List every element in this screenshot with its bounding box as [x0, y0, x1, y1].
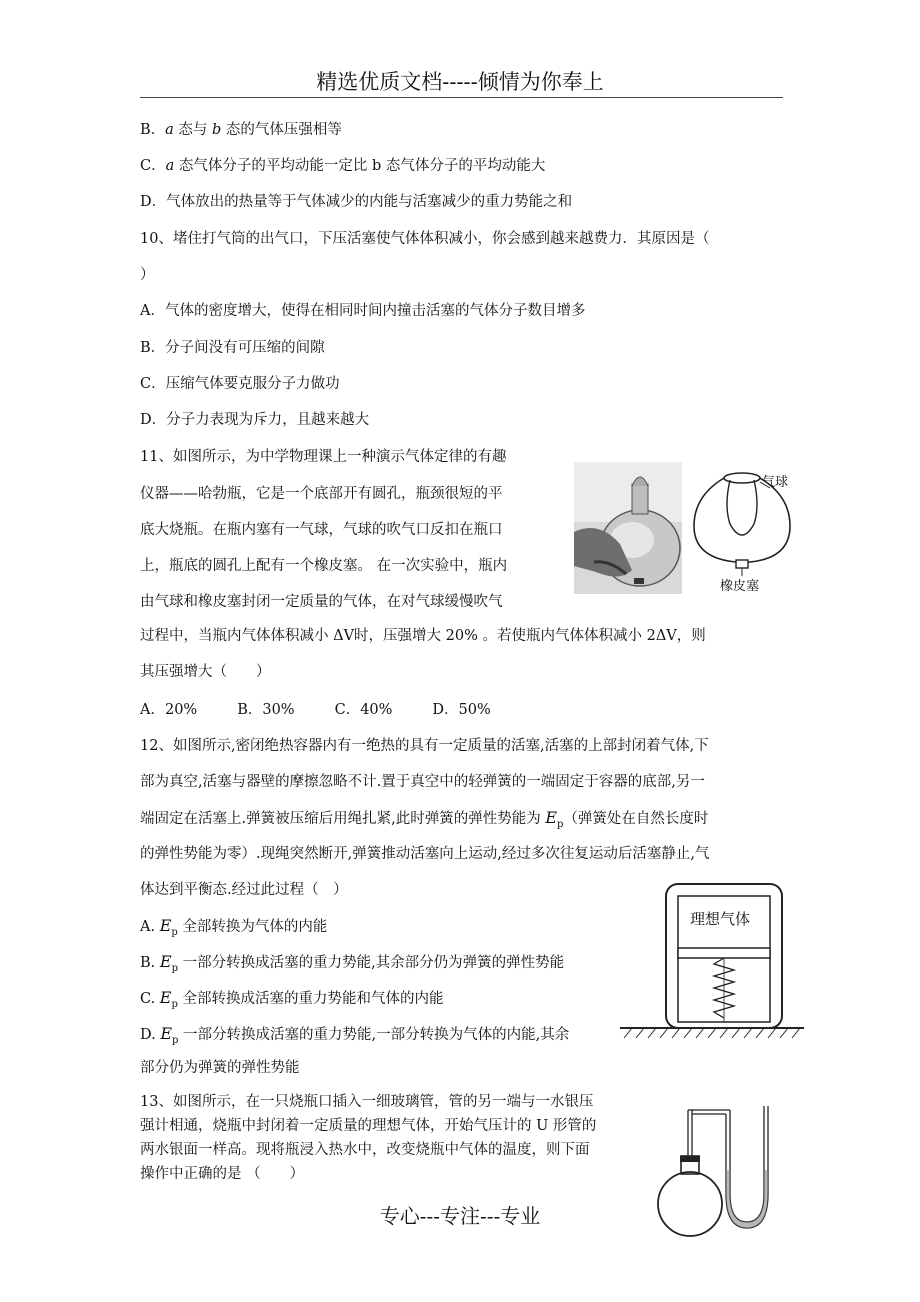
q10-option-a: A．气体的密度增大，使得在相同时间内撞击活塞的气体分子数目增多	[140, 303, 586, 319]
q13-stem-line: 强计相通，烧瓶中封闭着一定质量的理想气体，开始气压计的 U 形管的	[140, 1118, 597, 1134]
q13-stem-line: 操作中正确的是 （ ）	[140, 1166, 305, 1182]
q13-stem-line: 两水银面一样高。现将瓶浸入热水中，改变烧瓶中气体的温度，则下面	[140, 1142, 590, 1158]
ideal-gas-label: 理想气体	[690, 911, 751, 928]
q9-option-c: C．a 态气体分子的平均动能一定比 b 态气体分子的平均动能大	[140, 158, 546, 174]
q13-stem-line: 13、如图所示，在一只烧瓶口插入一细玻璃管，管的另一端与一水银压	[140, 1094, 594, 1110]
q11-stem-line: 仪器——哈勃瓶，它是一个底部开有圆孔，瓶颈很短的平	[140, 486, 503, 502]
q11-option-d: D．50%	[432, 702, 491, 718]
q11-stem-line: 底大烧瓶。在瓶内塞有一气球，气球的吹气口反扣在瓶口	[140, 522, 503, 538]
q12-stem-line: 的弹性势能为零）.现绳突然断开,弹簧推动活塞向上运动,经过多次往复运动后活塞静止,气	[140, 846, 710, 862]
q10-option-b: B．分子间没有可压缩的间隙	[140, 340, 325, 356]
q10-stem: 10、堵住打气筒的出气口，下压活塞使气体体积减小，你会感到越来越费力．其原因是（	[140, 231, 710, 247]
page-footer: 专心---专注---专业	[379, 1204, 541, 1228]
q12-option-a: A. $E_p$ 全部转换为气体的内能	[140, 916, 328, 938]
q11-stem-line: 过程中，当瓶内气体体积减小 ΔV时，压强增大 20% 。若使瓶内气体体积减小 2ΔV，则	[140, 628, 706, 644]
q11-option-c: C．40%	[334, 702, 393, 718]
q11-stem-line: 11、如图所示，为中学物理课上一种演示气体定律的有趣	[140, 449, 507, 465]
q10-stem-cont: ）	[140, 267, 155, 283]
q12-stem-line: 端固定在活塞上.弹簧被压缩后用绳扎紧,此时弹簧的弹性势能为 $E_p$（弹簧处在自然长度时	[140, 808, 709, 830]
q12-stem-line: 12、如图所示,密闭绝热容器内有一绝热的具有一定质量的活塞,活塞的上部封闭着气体,下	[140, 738, 709, 754]
q12-option-d: D. $E_p$ 一部分转换成活塞的重力势能,一部分转换为气体的内能,其余	[140, 1024, 570, 1046]
stopper-label: 橡皮塞	[720, 578, 760, 593]
q11-stem-line: 由气球和橡皮塞封闭一定质量的气体，在对气球缓慢吹气	[140, 594, 503, 610]
header-divider	[140, 97, 783, 98]
hubble-bottle-diagram	[690, 466, 800, 596]
q10-option-c: C．压缩气体要克服分子力做功	[140, 376, 340, 392]
piston-container-diagram	[620, 878, 806, 1040]
q12-stem-line: 体达到平衡态.经过此过程（ ）	[140, 882, 348, 898]
q11-options	[140, 700, 491, 720]
q11-option-b: B．30%	[237, 702, 295, 718]
hubble-bottle-photo	[574, 462, 682, 594]
q12-option-d-cont: 部分仍为弹簧的弹性势能	[140, 1060, 300, 1076]
q12-stem-line: 部为真空,活塞与器壁的摩擦忽略不计.置于真空中的轻弹簧的一端固定于容器的底部,另一	[140, 774, 705, 790]
q12-option-c: C. $E_p$ 全部转换成活塞的重力势能和气体的内能	[140, 988, 444, 1010]
q9-option-b: B．a 态与 b 态的气体压强相等	[140, 122, 342, 138]
q11-stem-line: 上，瓶底的圆孔上配有一个橡皮塞。 在一次实验中，瓶内	[140, 558, 508, 574]
balloon-label: 气球	[762, 474, 789, 489]
q11-option-a: A．20%	[140, 702, 198, 718]
page-header-title: 精选优质文档-----倾情为你奉上	[316, 70, 604, 94]
q10-option-d: D．分子力表现为斥力，且越来越大	[140, 412, 370, 428]
q11-stem-line: 其压强增大（ ）	[140, 664, 271, 680]
q12-option-b: B. $E_p$ 一部分转换成活塞的重力势能,其余部分仍为弹簧的弹性势能	[140, 952, 565, 974]
q9-option-d: D．气体放出的热量等于气体减少的内能与活塞减少的重力势能之和	[140, 194, 573, 210]
